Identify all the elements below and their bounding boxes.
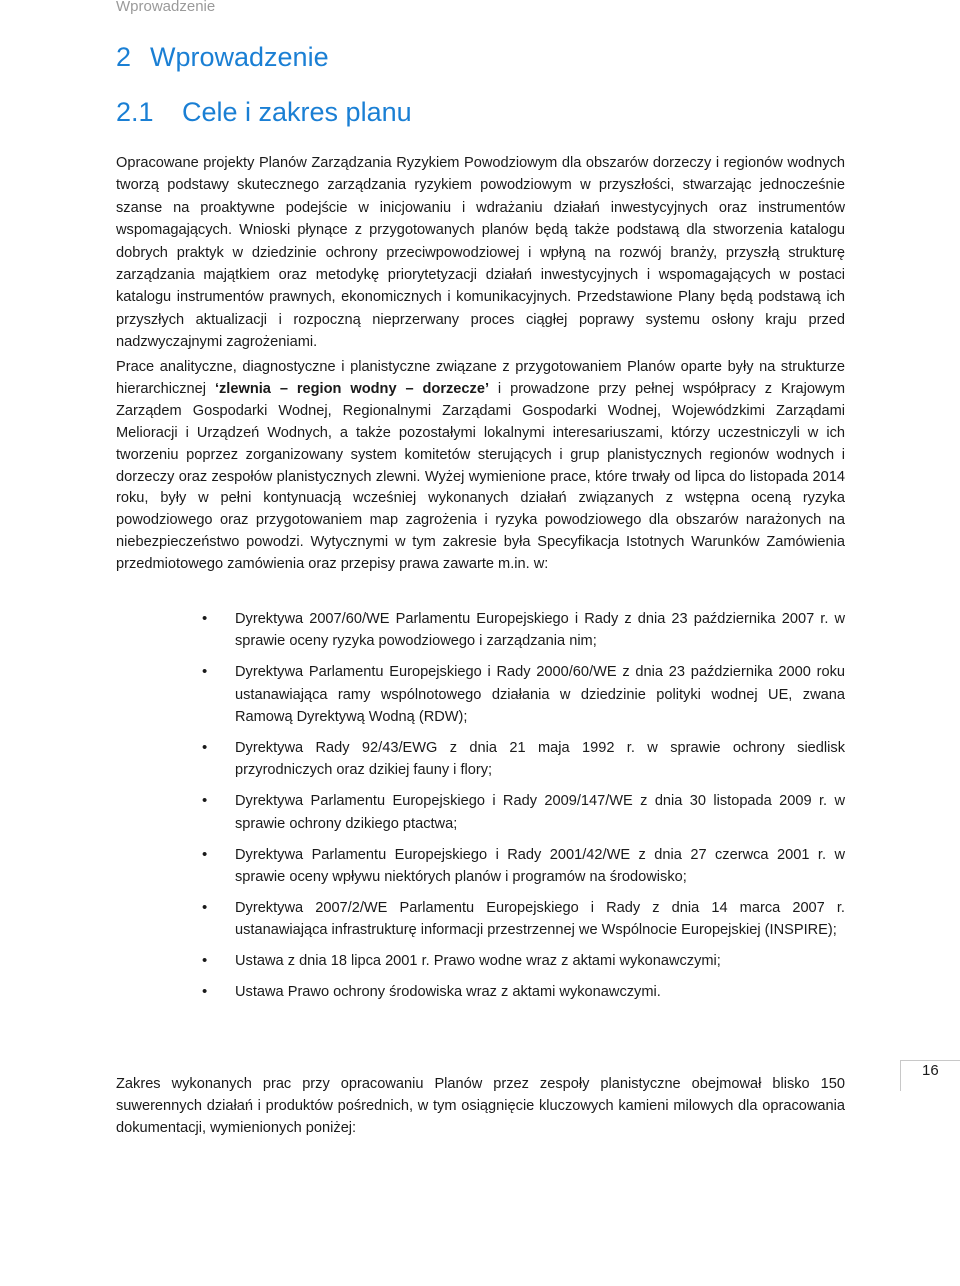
list-item-text: Dyrektywa Parlamentu Europejskiego i Rady 2009/147/WE z dnia 30 listopada 2009 r. w sprawie ochrony dzikiego ptactwa;	[235, 793, 845, 832]
section-heading	[116, 42, 329, 73]
list-item	[116, 790, 845, 835]
list-item	[116, 950, 845, 972]
list-item-text: Dyrektywa Rady 92/43/EWG z dnia 21 maja 1992 r. w sprawie ochrony siedlisk przyrodniczych oraz dzikiej fauny i flory;	[235, 740, 845, 779]
list-item	[116, 844, 845, 889]
bullet-icon: •	[202, 792, 208, 810]
hierarchy-structure-bold: ‘zlewnia – region wodny – dorzecze’	[214, 380, 490, 397]
list-item	[116, 608, 845, 653]
subsection-number: 2.1	[116, 97, 154, 127]
list-item-text: Ustawa z dnia 18 lipca 2001 r. Prawo wodne wraz z aktami wykonawczymi;	[235, 953, 721, 970]
paragraph-analytical-work	[116, 357, 845, 576]
bullet-icon: •	[202, 983, 208, 1001]
bullet-icon: •	[202, 898, 208, 916]
list-item-text: Ustawa Prawo ochrony środowiska wraz z aktami wykonawczymi.	[235, 984, 661, 1001]
section-title: Wprowadzenie	[150, 42, 329, 72]
section-number: 2	[116, 42, 132, 72]
paragraph-goals-intro: Opracowane projekty Planów Zarządzania Ryzykiem Powodziowym dla obszarów dorzeczy i regionów wodnych tworzą podstawy skutecznego zarządzania ryzykiem powodziowym w przyszłości, stwarzając jednocześnie szanse na proaktywne podejście w inicjowaniu i wdrażaniu działań inwestycyjnych oraz instrumentów wspomagających.	[116, 155, 845, 239]
bullet-icon: •	[202, 845, 208, 863]
list-item	[116, 981, 845, 1003]
paragraph-analytical-after: i prowadzone przy pełnej współpracy z Krajowym Zarządem Gospodarki Wodnej, Regionalnymi Zarządami Gospodarki Wodnej, Wojewódzkimi Zarządami Melioracji i Urządzeń Wodnych, a także pozostałymi lokalnymi interesariuszami, którzy uczestniczyli w ich tworzeniu poprzez zorganizowany system komitetów sterujących i grup planistycznych regionów wodnych i dorzeczy oraz zespołów planistycznych zlewni. Wyżej wymienione prace, które trwały od lipca do listopada 2014 roku, były w pełni kontynuacją wcześniej wykonanych działań związanych z wstępna oceną ryzyka powodziowego oraz przygotowaniem map zagrożenia i ryzyka powodziowego dla obszarów narażonych na niebezpieczeństwo powodzi. Wytycznymi w tym zakresie była Specyfikacja Istotnych Warunków Zamówienia przedmiotowego zamówienia oraz przepisy prawa zawarte m.in. w:	[116, 380, 846, 573]
bullet-icon: •	[202, 952, 208, 970]
bullet-icon: •	[202, 663, 208, 681]
legal-acts-list	[116, 608, 845, 1012]
list-item-text: Dyrektywa 2007/2/WE Parlamentu Europejskiego i Rady z dnia 14 marca 2007 r. ustanawiająca infrastrukturę informacji przestrzennej we Wspólnocie Europejskiej (INSPIRE);	[235, 899, 845, 939]
subsection-title: Cele i zakres planu	[182, 97, 412, 127]
paragraph-goals	[116, 152, 845, 354]
paragraph-scope: Zakres wykonanych prac przy opracowaniu Planów przez zespoły planistyczne obejmował blisko 150 suwerennych działań i produktów pośrednich, w tym osiągnięcie kluczowych kamieni milowych dla opracowania dokumentacji, wymienionych poniżej:	[116, 1076, 845, 1136]
list-item-text: Dyrektywa Parlamentu Europejskiego i Rady 2000/60/WE z dnia 23 października 2000 roku ustanawiająca ramy wspólnotowego działania w dziedzinie polityki wodnej UE, zwana Ramową Dyrektywą Wodną (RDW);	[235, 664, 845, 726]
subsection-heading	[116, 97, 412, 128]
list-item-text: Dyrektywa Parlamentu Europejskiego i Rady 2001/42/WE z dnia 27 czerwca 2001 r. w sprawie oceny wpływu niektórych planów i programów na środowisko;	[235, 846, 845, 886]
bullet-icon: •	[202, 739, 208, 757]
list-item-text: Dyrektywa 2007/60/WE Parlamentu Europejskiego i Rady z dnia 23 października 2007 r. w sprawie oceny ryzyka powodziowego i zarządzania nim;	[235, 611, 845, 650]
paragraph-goals-rest: Wnioski płynące z przygotowanych planów będą także podstawą dla stworzenia katalogu dobrych praktyk w dziedzinie ochrony przeciwpowodziowej i wpłyną na rozwój branży, przyszłą strukturę zarządzania majątkiem oraz metodykę priorytetyzacji działań inwestycyjnych i wspomagających w postaci katalogu instrumentów prawnych, ekonomicznych i komunikacyjnych. Przedstawione Plany będą podstawą ich przyszłych aktualizacji i rozpoczną nieprzerwany proces ciągłej poprawy systemu osłony kraju przed nadzwyczajnymi zagrożeniami.	[116, 222, 845, 351]
page-number: 16	[922, 1062, 939, 1079]
bullet-icon: •	[202, 610, 208, 627]
list-item	[116, 661, 845, 728]
list-item	[116, 737, 845, 782]
list-item	[116, 897, 845, 942]
running-header: Wprowadzenie	[116, 0, 216, 15]
paragraph-analytical-before: Prace analityczne, diagnostyczne i planistyczne związane z przygotowaniem Planów oparte były na strukturze hierarchicznej	[116, 359, 845, 397]
